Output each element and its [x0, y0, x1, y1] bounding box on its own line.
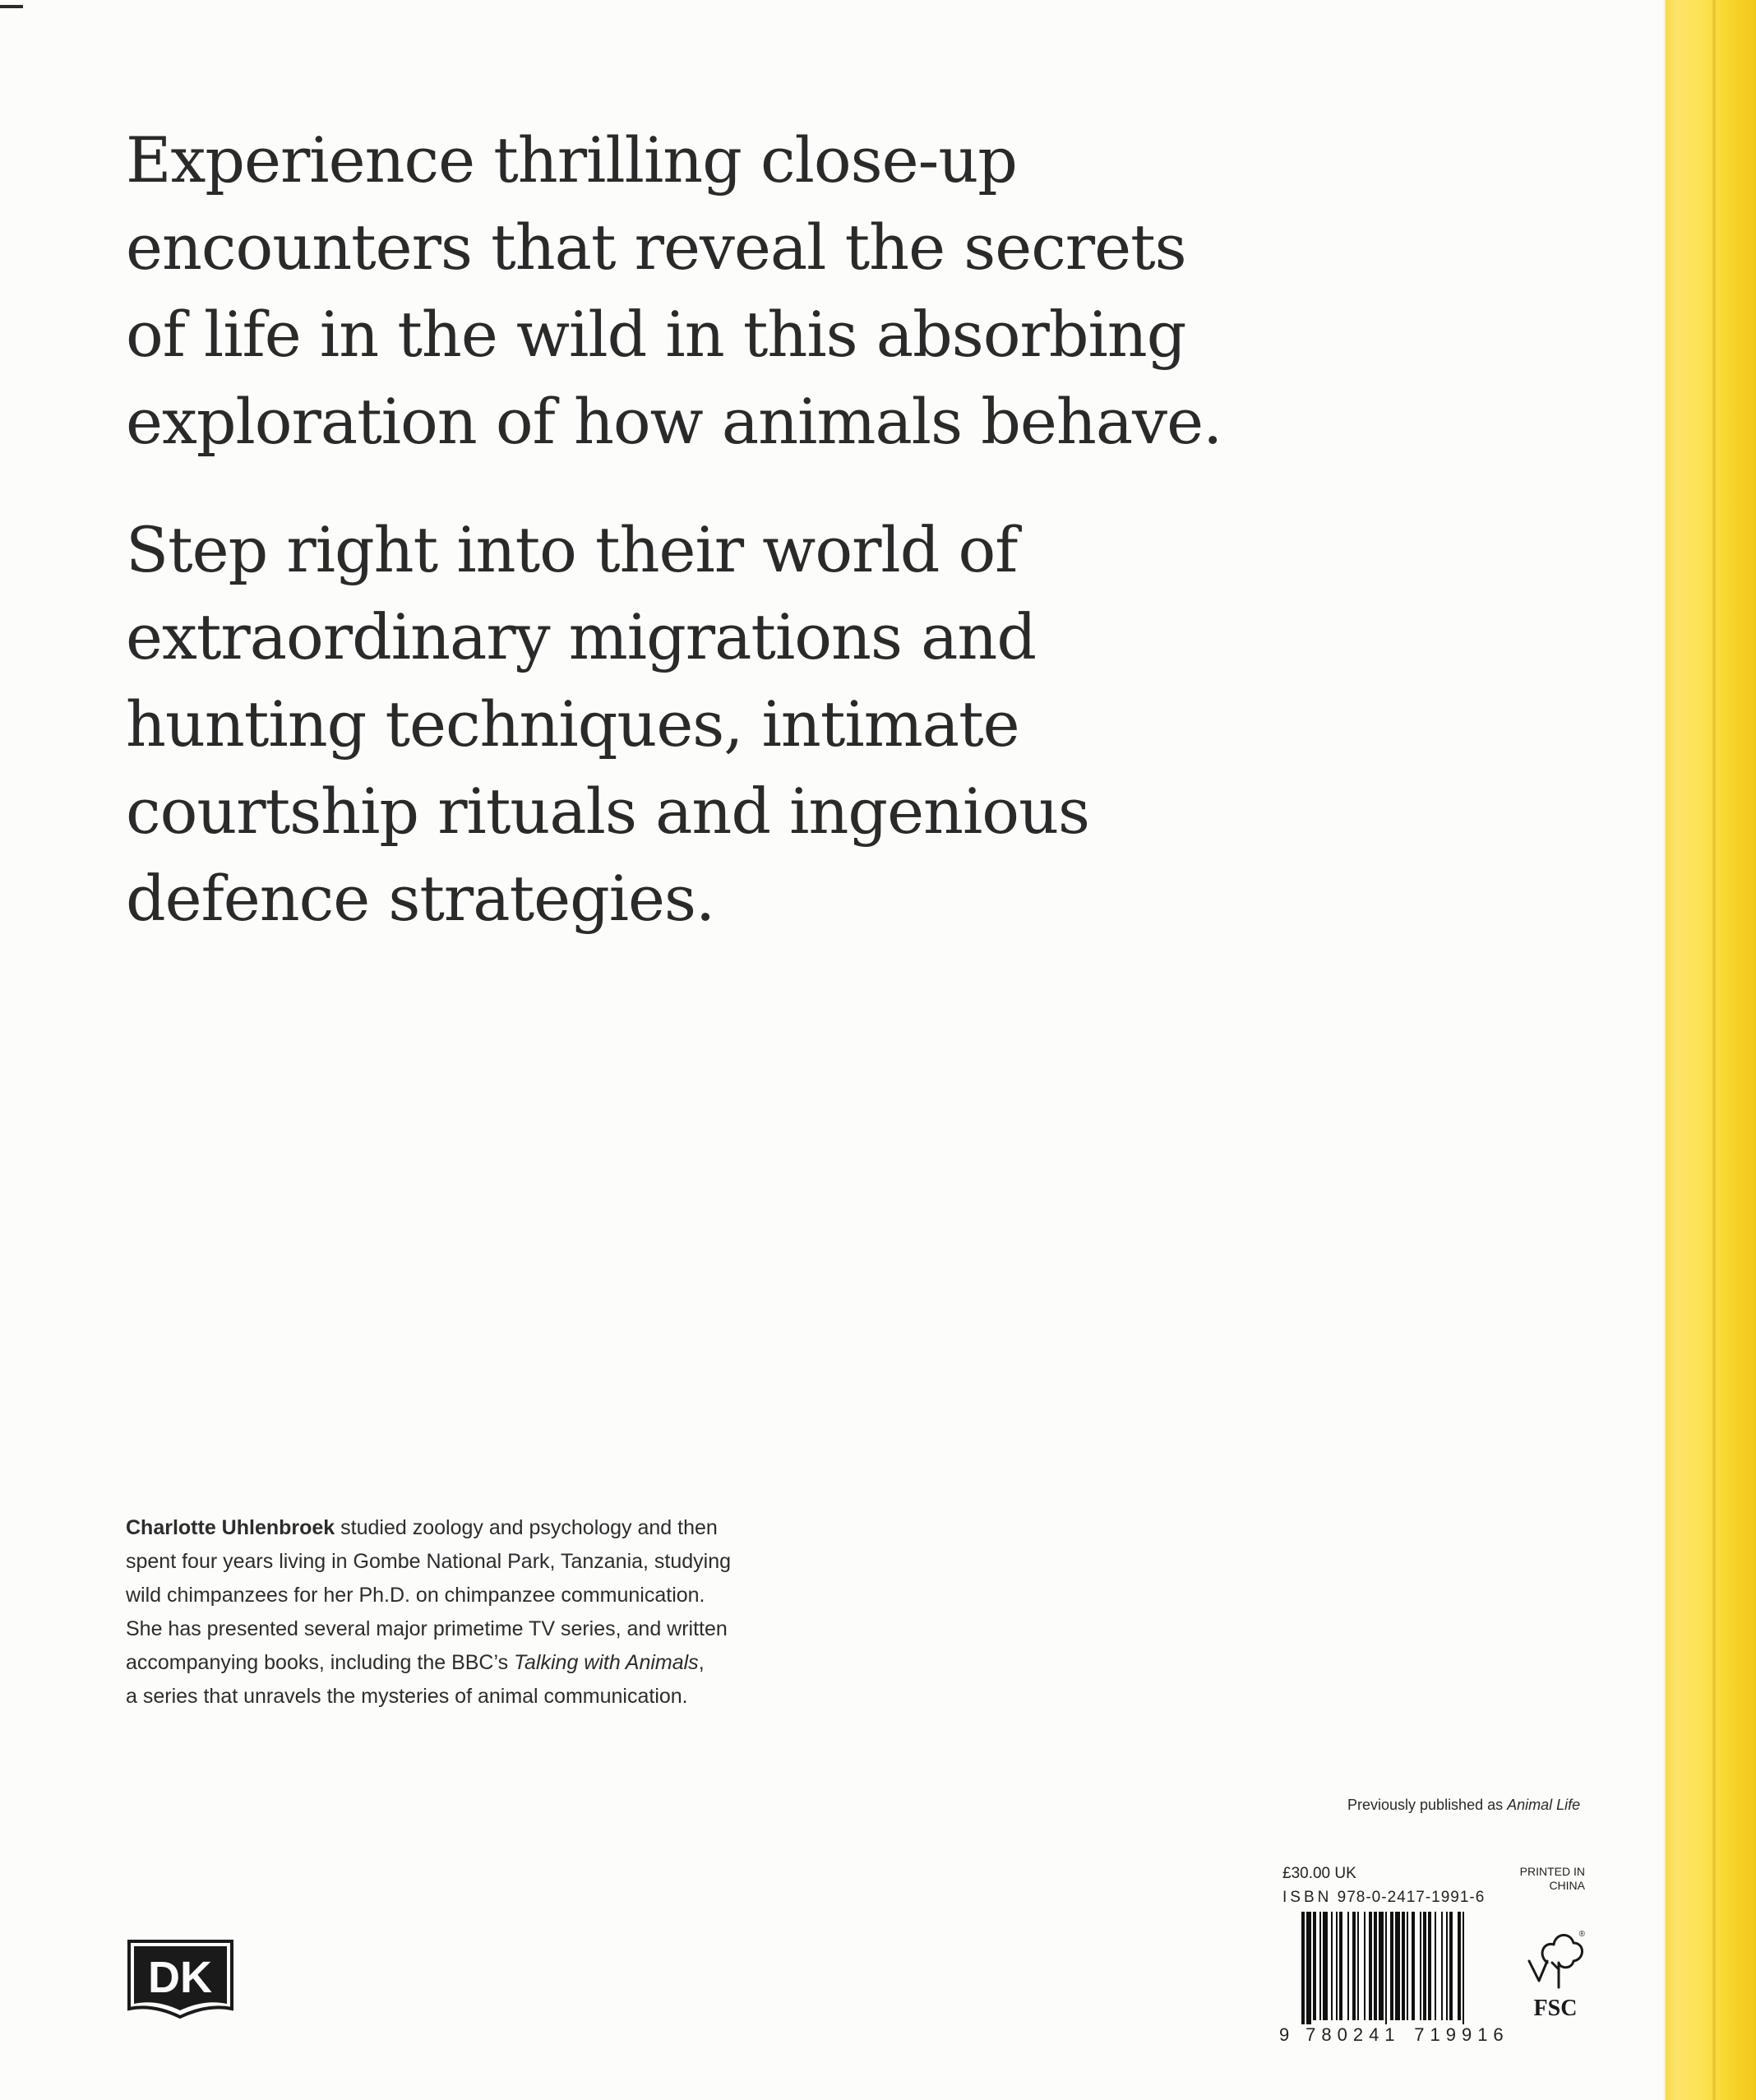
blurb-line: of life in the wild in this absorbing: [126, 298, 1186, 371]
barcode-bar: [1313, 1912, 1316, 2020]
barcode-bar: [1379, 1912, 1384, 2020]
barcode-left-digits: 780241: [1305, 2024, 1401, 2045]
barcode-bar: [1347, 1912, 1349, 2020]
price-label: £30.00 UK: [1282, 1865, 1356, 1882]
printed-in-country: CHINA: [1549, 1879, 1585, 1892]
blurb-line: Step right into their world of: [126, 513, 1018, 586]
barcode-bar: [1441, 1912, 1443, 2020]
barcode-bar: [1331, 1912, 1333, 2020]
barcode-bar: [1428, 1912, 1431, 2020]
barcode-bar: [1374, 1912, 1377, 2020]
isbn-number: 978-0-2417-1991-6: [1337, 1889, 1486, 1906]
barcode-bar: [1323, 1912, 1328, 2020]
printed-in-note: [1486, 1865, 1585, 1893]
blurb-line: defence strategies.: [126, 862, 715, 935]
previously-published-prefix: Previously published as: [1347, 1797, 1508, 1813]
barcode-bar: [1407, 1912, 1408, 2020]
barcode-bar: [1385, 1912, 1387, 2035]
barcode-bar: [1412, 1912, 1415, 2020]
barcode-right-digits: 719916: [1414, 2024, 1509, 2045]
blurb-line: extraordinary migrations and: [126, 600, 1037, 673]
barcode-bar: [1435, 1912, 1436, 2020]
barcode-bar: [1301, 1912, 1305, 2035]
bio-line: [126, 1511, 948, 1545]
bio-text: accompanying books, including the BBC’s: [126, 1651, 515, 1674]
blurb-line: hunting techniques, intimate: [126, 687, 1019, 761]
barcode-bar: [1364, 1912, 1366, 2020]
bio-line: [126, 1646, 948, 1680]
barcode-bar: [1369, 1912, 1372, 2020]
spine-crease: [1712, 0, 1717, 2100]
dk-logo-text: DK: [148, 1953, 212, 2002]
barcode-bar: [1446, 1912, 1448, 2020]
barcode-bar: [1339, 1912, 1342, 2020]
blurb-line: courtship rituals and ingenious: [126, 775, 1090, 848]
isbn-label: ISBN: [1282, 1889, 1333, 1906]
svg-text:®: ®: [1578, 1930, 1585, 1939]
fsc-label: FSC: [1533, 1996, 1578, 2021]
series-title: Talking with Animals: [514, 1651, 699, 1674]
barcode-bar: [1336, 1912, 1338, 2020]
top-corner-mark: [0, 5, 23, 8]
blurb-paragraph-2: [126, 506, 1277, 942]
barcode-bar: [1357, 1912, 1359, 2020]
dk-logo: [126, 1938, 235, 2025]
barcode: [1301, 1912, 1504, 2035]
barcode-bar: [1458, 1912, 1461, 2020]
book-spine: [1666, 0, 1756, 2100]
fsc-logo: [1523, 1912, 1588, 2043]
author-name: Charlotte Uhlenbroek: [126, 1516, 335, 1539]
barcode-bar: [1319, 1912, 1321, 2020]
barcode-digits: [1279, 2024, 1509, 2046]
blurb-line: Experience thrilling close-up: [126, 123, 1017, 197]
blurb-line: encounters that reveal the secrets: [126, 210, 1186, 284]
author-bio: [126, 1511, 948, 1714]
barcode-bar: [1463, 1912, 1464, 2035]
bio-text: ,: [698, 1651, 705, 1674]
barcode-bar: [1420, 1912, 1421, 2020]
barcode-bar: [1423, 1912, 1426, 2020]
barcode-bar: [1352, 1912, 1356, 2020]
printed-in-line: PRINTED IN: [1519, 1865, 1585, 1878]
barcode-bar: [1395, 1912, 1400, 2020]
bio-text: studied zoology and psychology and then: [335, 1516, 718, 1539]
barcode-bar: [1306, 1912, 1311, 2035]
bio-line: She has presented several major primetime TV series, and written: [126, 1617, 728, 1640]
previous-title: Animal Life: [1507, 1797, 1581, 1813]
blurb-line: exploration of how animals behave.: [126, 385, 1222, 458]
barcode-lead-digit: 9: [1279, 2024, 1290, 2045]
barcode-bar: [1449, 1912, 1453, 2020]
barcode-bar: [1402, 1912, 1405, 2020]
fsc-tree-icon: [1529, 1935, 1583, 1987]
barcode-bar: [1390, 1912, 1393, 2020]
bio-line: wild chimpanzees for her Ph.D. on chimpanzee communication.: [126, 1584, 705, 1607]
blurb-paragraph-1: [126, 117, 1277, 465]
bio-line: spent four years living in Gombe National Park, Tanzania, studying: [126, 1550, 732, 1573]
bio-line: a series that unravels the mysteries of animal communication.: [126, 1685, 688, 1708]
previously-published-note: [1347, 1797, 1580, 1814]
isbn-line: [1282, 1889, 1485, 1907]
